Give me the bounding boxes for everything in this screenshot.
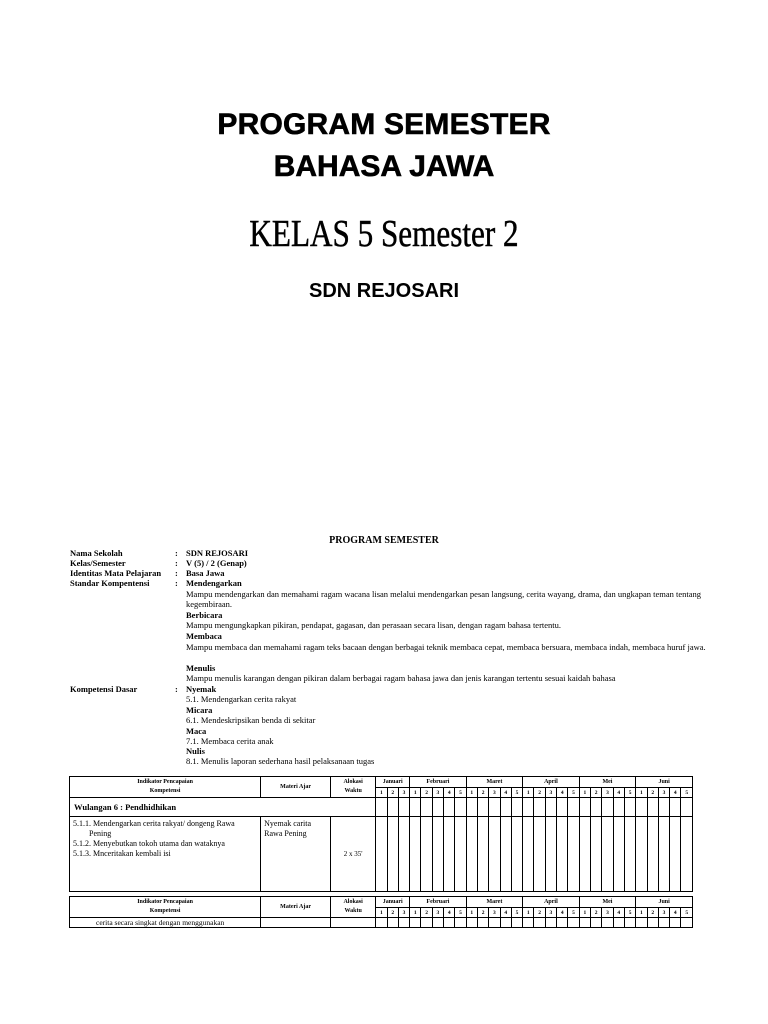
week-number: 2: [534, 908, 545, 918]
schedule-cell: [455, 817, 466, 892]
alokasi-cell: [331, 918, 376, 928]
schedule-cell: [466, 817, 477, 892]
semester-plan-table: [69, 776, 693, 892]
identity-colon: :: [175, 578, 178, 588]
schedule-cell: [534, 798, 545, 817]
week-number: 5: [681, 908, 693, 918]
week-number: 1: [410, 908, 421, 918]
schedule-cell: [545, 918, 556, 928]
alokasi-value: 2 x 35': [343, 850, 363, 858]
month-header: Februari: [410, 897, 467, 908]
schedule-cell: [444, 798, 455, 817]
schedule-cell: [432, 817, 443, 892]
kompetensi-head-nyemak: Nyemak: [186, 684, 217, 694]
week-number: 4: [500, 788, 511, 798]
table-section-row: [70, 798, 693, 817]
week-number: 5: [624, 788, 635, 798]
schedule-cell: [511, 918, 522, 928]
cover-title-line1: PROGRAM SEMESTER: [217, 108, 551, 141]
schedule-cell: [410, 798, 421, 817]
week-number: 5: [455, 908, 466, 918]
document-heading: PROGRAM SEMESTER: [329, 535, 439, 546]
schedule-cell: [658, 798, 669, 817]
header-indikator-line2: Kompetensi: [149, 788, 181, 794]
header-indikator-line2: Kompetensi: [149, 908, 181, 914]
schedule-cell: [681, 817, 693, 892]
schedule-cell: [545, 798, 556, 817]
table-row: [70, 817, 693, 892]
schedule-cell: [591, 798, 602, 817]
header-indikator: [70, 897, 261, 918]
week-number: 3: [545, 908, 556, 918]
kompetensi-text-micara: 6.1. Mendeskripsikan benda di sekitar: [186, 715, 316, 725]
schedule-cell: [613, 817, 624, 892]
schedule-cell: [489, 798, 500, 817]
schedule-cell: [624, 918, 635, 928]
header-alokasi-line1: Alokasi: [343, 899, 363, 905]
standar-label: Standar Kompentensi: [70, 578, 150, 588]
week-number: 3: [489, 788, 500, 798]
schedule-cell: [670, 817, 681, 892]
week-number: 1: [636, 908, 647, 918]
kompetensi-text-maca: 7.1. Membaca cerita anak: [186, 736, 274, 746]
standar-text-reading: Mampu membaca dan memahami ragam teks bacaan dengan berbagai teknik membaca cepat, membaca bersuara, membaca indah, membaca huruf jawa.: [186, 642, 706, 652]
schedule-cell: [636, 798, 647, 817]
schedule-cell: [466, 798, 477, 817]
table-row: [70, 918, 693, 928]
schedule-cell: [681, 918, 693, 928]
schedule-cell: [500, 817, 511, 892]
schedule-cell: [523, 798, 534, 817]
table-header-row: [70, 897, 693, 908]
schedule-cell: [545, 817, 556, 892]
identity-value-subject: Basa Jawa: [186, 568, 225, 578]
header-alokasi-line2: Waktu: [344, 788, 362, 794]
week-number: 1: [376, 788, 387, 798]
month-header: Maret: [466, 897, 523, 908]
schedule-cell: [444, 817, 455, 892]
week-number: 2: [387, 908, 398, 918]
header-alokasi-line2: Waktu: [344, 908, 362, 914]
week-number: 2: [647, 788, 658, 798]
month-header: Maret: [466, 777, 523, 788]
week-number: 5: [511, 908, 522, 918]
week-number: 3: [545, 788, 556, 798]
continuation-cell: cerita secara singkat dengan menggunakan: [70, 918, 261, 928]
indikator-line: 5.1.2. Menyebutkan tokoh utama dan wataknya: [73, 839, 225, 848]
week-number: 3: [432, 788, 443, 798]
materi-line: Nyemak carita: [264, 819, 312, 828]
kompetensi-head-nulis: Nulis: [186, 746, 205, 756]
schedule-cell: [624, 798, 635, 817]
schedule-cell: [534, 918, 545, 928]
week-number: 5: [568, 788, 579, 798]
schedule-cell: [444, 918, 455, 928]
header-indikator-line1: Indikator Pencapaian: [137, 779, 193, 785]
schedule-cell: [523, 918, 534, 928]
week-number: 4: [500, 908, 511, 918]
month-header: Mei: [579, 897, 636, 908]
header-alokasi-line1: Alokasi: [343, 779, 363, 785]
schedule-cell: [602, 817, 613, 892]
week-number: 3: [432, 908, 443, 918]
schedule-cell: [624, 817, 635, 892]
schedule-cell: [647, 817, 658, 892]
standar-head-listening: Mendengarkan: [186, 578, 242, 588]
materi-cell: [261, 817, 331, 892]
schedule-cell: [466, 918, 477, 928]
schedule-cell: [557, 817, 568, 892]
semester-plan-table-continued: [69, 896, 693, 928]
week-number: 3: [602, 788, 613, 798]
header-alokasi: [331, 777, 376, 798]
schedule-cell: [670, 798, 681, 817]
schedule-cell: [591, 918, 602, 928]
schedule-cell: [568, 798, 579, 817]
schedule-cell: [387, 798, 398, 817]
week-number: 2: [421, 788, 432, 798]
kompetensi-text-nyemak: 5.1. Mendengarkan cerita rakyat: [186, 694, 297, 704]
kompetensi-head-maca: Maca: [186, 726, 207, 736]
schedule-cell: [500, 918, 511, 928]
month-header: Juni: [636, 897, 693, 908]
week-number: 5: [455, 788, 466, 798]
month-header: Januari: [376, 777, 410, 788]
section-title: Wulangan 6 : Pendhidhikan: [70, 798, 376, 817]
indikator-cell: [70, 817, 261, 892]
schedule-cell: [568, 817, 579, 892]
schedule-cell: [511, 798, 522, 817]
header-materi: Materi Ajar: [261, 777, 331, 798]
week-number: 4: [613, 788, 624, 798]
materi-cell: [261, 918, 331, 928]
header-alokasi: [331, 897, 376, 918]
schedule-cell: [613, 918, 624, 928]
week-number: 2: [477, 908, 488, 918]
week-number: 4: [670, 908, 681, 918]
week-number: 2: [647, 908, 658, 918]
schedule-cell: [557, 798, 568, 817]
schedule-cell: [421, 918, 432, 928]
week-number: 5: [681, 788, 693, 798]
standar-head-reading: Membaca: [186, 631, 222, 641]
schedule-cell: [489, 918, 500, 928]
schedule-cell: [432, 918, 443, 928]
schedule-cell: [636, 918, 647, 928]
schedule-cell: [658, 918, 669, 928]
week-number: 3: [602, 908, 613, 918]
identity-value-school: SDN REJOSARI: [186, 548, 249, 558]
week-number: 1: [579, 908, 590, 918]
week-number: 1: [376, 908, 387, 918]
schedule-cell: [477, 798, 488, 817]
schedule-cell: [421, 798, 432, 817]
identity-value-class: V (5) / 2 (Genap): [186, 558, 247, 568]
schedule-cell: [602, 798, 613, 817]
schedule-cell: [387, 918, 398, 928]
schedule-cell: [670, 918, 681, 928]
week-number: 5: [568, 908, 579, 918]
header-materi: Materi Ajar: [261, 897, 331, 918]
schedule-cell: [511, 817, 522, 892]
week-number: 1: [523, 908, 534, 918]
schedule-cell: [591, 817, 602, 892]
month-header: Juni: [636, 777, 693, 788]
identity-colon: :: [175, 558, 178, 568]
schedule-cell: [579, 817, 590, 892]
indikator-line: 5.1.1. Mendengarkan cerita rakyat/ dongeng Rawa: [73, 819, 235, 828]
identity-colon: :: [175, 568, 178, 578]
schedule-cell: [410, 918, 421, 928]
schedule-cell: [557, 918, 568, 928]
header-indikator-line1: Indikator Pencapaian: [137, 899, 193, 905]
cover-class-line: KELAS 5 Semester 2: [249, 213, 519, 255]
identity-colon: :: [175, 548, 178, 558]
schedule-cell: [579, 918, 590, 928]
schedule-cell: [421, 817, 432, 892]
standar-text-listening: Mampu mendengarkan dan memahami ragam wacana lisan melalui mendengarkan pesan langsung, cerita wayang, drama, dan ungkapan teman tentang kegembiraan.: [186, 589, 702, 610]
schedule-cell: [602, 918, 613, 928]
kompetensi-label: Kompetensi Dasar: [70, 684, 138, 694]
cover-school: SDN REJOSARI: [308, 280, 460, 302]
schedule-cell: [534, 817, 545, 892]
schedule-cell: [579, 798, 590, 817]
schedule-cell: [376, 918, 387, 928]
week-number: 4: [444, 788, 455, 798]
schedule-cell: [681, 798, 693, 817]
schedule-cell: [376, 798, 387, 817]
schedule-cell: [647, 918, 658, 928]
schedule-cell: [455, 918, 466, 928]
week-number: 4: [613, 908, 624, 918]
schedule-cell: [432, 798, 443, 817]
schedule-cell: [658, 817, 669, 892]
schedule-cell: [398, 798, 409, 817]
standar-text-speaking: Mampu mengungkapkan pikiran, pendapat, gagasan, dan perasaan secara lisan, dengan ragam bahasa tertentu.: [186, 620, 562, 630]
week-number: 1: [579, 788, 590, 798]
identity-label-subject: Identitas Mata Pelajaran: [70, 568, 162, 578]
indikator-line: Pening: [89, 829, 112, 838]
month-header: Februari: [410, 777, 467, 788]
schedule-cell: [477, 817, 488, 892]
alokasi-cell: [331, 817, 376, 892]
standar-head-writing: Menulis: [186, 663, 216, 673]
week-number: 3: [658, 788, 669, 798]
week-number: 3: [398, 788, 409, 798]
week-number: 2: [387, 788, 398, 798]
schedule-cell: [568, 918, 579, 928]
table-header-row: [70, 777, 693, 788]
week-number: 1: [410, 788, 421, 798]
header-indikator: [70, 777, 261, 798]
week-number: 4: [444, 908, 455, 918]
schedule-cell: [387, 817, 398, 892]
materi-line: Rawa Pening: [264, 829, 307, 838]
month-header: Januari: [376, 897, 410, 908]
week-number: 1: [636, 788, 647, 798]
week-number: 4: [670, 788, 681, 798]
week-number: 3: [398, 908, 409, 918]
identity-colon: :: [175, 684, 178, 694]
week-number: 1: [466, 908, 477, 918]
schedule-cell: [523, 817, 534, 892]
cover-title-line2: BAHASA JAWA: [273, 150, 495, 183]
week-number: 2: [477, 788, 488, 798]
week-number: 2: [591, 788, 602, 798]
week-number: 4: [557, 908, 568, 918]
week-number: 3: [489, 908, 500, 918]
schedule-cell: [647, 798, 658, 817]
month-header: April: [523, 777, 580, 788]
week-number: 5: [624, 908, 635, 918]
week-number: 2: [421, 908, 432, 918]
week-number: 1: [523, 788, 534, 798]
schedule-cell: [455, 798, 466, 817]
schedule-cell: [613, 798, 624, 817]
month-header: Mei: [579, 777, 636, 788]
month-header: April: [523, 897, 580, 908]
week-number: 5: [511, 788, 522, 798]
schedule-cell: [398, 918, 409, 928]
week-number: 4: [557, 788, 568, 798]
schedule-cell: [376, 817, 387, 892]
schedule-cell: [410, 817, 421, 892]
identity-label-school: Nama Sekolah: [70, 548, 123, 558]
week-number: 3: [658, 908, 669, 918]
schedule-cell: [489, 817, 500, 892]
standar-head-speaking: Berbicara: [186, 610, 223, 620]
week-number: 1: [466, 788, 477, 798]
schedule-cell: [636, 817, 647, 892]
indikator-line: 5.1.3. Mnceritakan kembali isi: [73, 849, 171, 858]
identity-label-class: Kelas/Semester: [70, 558, 126, 568]
standar-text-writing: Mampu menulis karangan dengan pikiran dalam berbagai ragam bahasa jawa dan jenis karangan tertentu sesuai kaidah bahasa: [186, 673, 616, 683]
schedule-cell: [477, 918, 488, 928]
kompetensi-head-micara: Micara: [186, 705, 213, 715]
schedule-cell: [500, 798, 511, 817]
week-number: 2: [591, 908, 602, 918]
schedule-cell: [398, 817, 409, 892]
week-number: 2: [534, 788, 545, 798]
kompetensi-text-nulis: 8.1. Menulis laporan sederhana hasil pelaksanaan tugas: [186, 756, 375, 766]
